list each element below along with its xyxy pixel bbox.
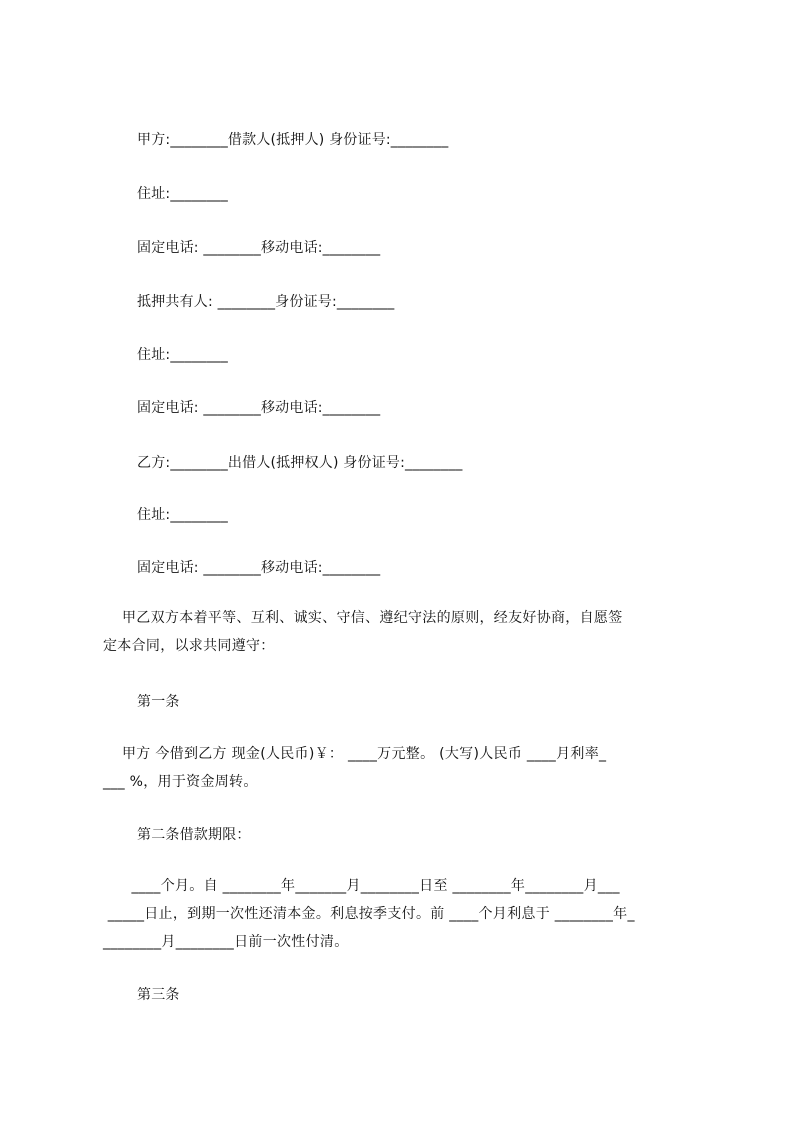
article-1-paragraph bbox=[103, 740, 703, 796]
article-2-title: 第二条借款期限： bbox=[137, 827, 251, 843]
article-1-line-1: 甲方 今借到乙方 现金(人民币)￥： ____万元整。 (大写)人民币 ____月利率_ bbox=[103, 746, 607, 762]
article-2-paragraph bbox=[103, 872, 703, 956]
party-a-line: 甲方:________借款人(抵押人) 身份证号:________ bbox=[137, 132, 449, 148]
preamble-line-1: 甲乙双方本着平等、互利、诚实、守信、遵纪守法的原则，经友好协商，自愿签 bbox=[103, 610, 623, 626]
co-owner-phones: 固定电话: ________移动电话:________ bbox=[137, 400, 381, 416]
article-2-line-3: ________月________日前一次性付清。 bbox=[103, 934, 349, 950]
party-b-phones: 固定电话: ________移动电话:________ bbox=[137, 560, 381, 576]
co-owner-address: 住址:________ bbox=[137, 347, 228, 363]
article-1-line-2: ___ %，用于资金周转。 bbox=[103, 774, 258, 790]
article-2-line-1: ____个月。自 ________年_______月________日至 ________年________月___ bbox=[103, 878, 620, 894]
article-2-line-2: _____日止，到期一次性还清本金。利息按季支付。前 ____个月利息于 ________年_ bbox=[103, 906, 635, 922]
preamble-line-2: 定本合同，以求共同遵守： bbox=[103, 638, 275, 654]
co-owner-line: 抵押共有人: ________身份证号:________ bbox=[137, 294, 395, 310]
party-a-address: 住址:________ bbox=[137, 186, 228, 202]
party-b-line: 乙方:________出借人(抵押权人) 身份证号:________ bbox=[137, 455, 463, 471]
preamble-paragraph bbox=[103, 604, 703, 660]
party-a-phones: 固定电话: ________移动电话:________ bbox=[137, 240, 381, 256]
article-1-title: 第一条 bbox=[137, 694, 180, 710]
party-b-address: 住址:________ bbox=[137, 507, 228, 523]
article-3-title: 第三条 bbox=[137, 987, 180, 1003]
